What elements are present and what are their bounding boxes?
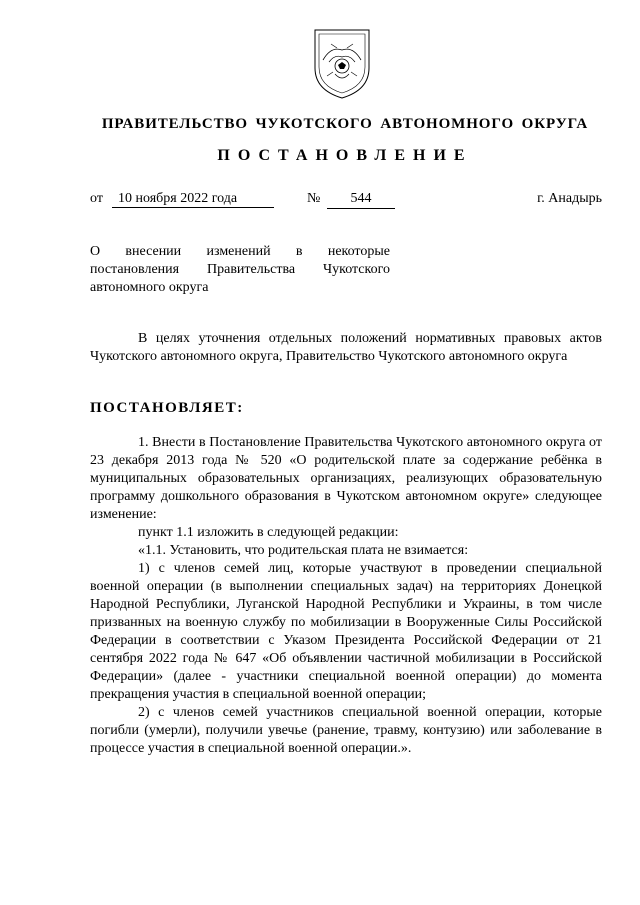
- main-text: [90, 434, 602, 758]
- intro-paragraph: [90, 330, 602, 366]
- paragraph-4: 1) с членов семей лиц, которые участвуют в проведении специальной военной операции (в выполнении специальных задач) на территориях Донецкой Народной Республики, Луганской Народной Республики и Украины, в том числе призванных на военную службу по мобилизации в Вооруженные Силы Российской Федерации в соответствии с Указом Президента Российской Федерации от 21 сентября 2022 года № 647 «Об объявлении частичной мобилизации в Российской Федерации» (далее - участники специальной военной операции) до момента прекращения участия в специальной военной операции;: [90, 561, 602, 702]
- document-number: 544: [327, 191, 395, 209]
- government-title: ПРАВИТЕЛЬСТВО ЧУКОТСКОГО АВТОНОМНОГО ОКРУГА: [101, 116, 589, 132]
- paragraph-1: 1. Внести в Постановление Правительства Чукотского автономного округа от 23 декабря 2013 года № 520 «О родительской плате за содержание ребёнка в муниципальных образовательных организациях, реализующих образовательную программу дошкольного образования в Чукотском автономном округе» следующее изменение:: [90, 435, 602, 522]
- document-date: 10 ноября 2022 года: [112, 191, 274, 208]
- document-type-title: ПОСТАНОВЛЕНИЕ: [217, 147, 473, 164]
- number-label: №: [307, 191, 321, 206]
- document-city: г. Анадырь: [537, 191, 602, 206]
- document-meta: [90, 191, 602, 213]
- paragraph-3: «1.1. Установить, что родительская плата не взимается:: [138, 543, 469, 558]
- date-prefix: от: [90, 191, 103, 206]
- document-subject: О внесении изменений в некоторые постановления Правительства Чукотского автономного округа: [90, 244, 390, 295]
- paragraph-5: 2) с членов семей участников специальной военной операции, которые погибли (умерли), получили увечье (ранение, травму, контузию) или заболевание в процессе участия в специальной военной операции.».: [90, 705, 602, 756]
- coat-of-arms-emblem-icon: [311, 24, 373, 100]
- intro-text: В целях уточнения отдельных положений нормативных правовых актов Чукотского автономного округа, Правительство Чукотского автономного округа: [90, 331, 602, 364]
- resolve-heading: ПОСТАНОВЛЯЕТ:: [90, 400, 244, 416]
- paragraph-2: пункт 1.1 изложить в следующей редакции:: [138, 525, 399, 540]
